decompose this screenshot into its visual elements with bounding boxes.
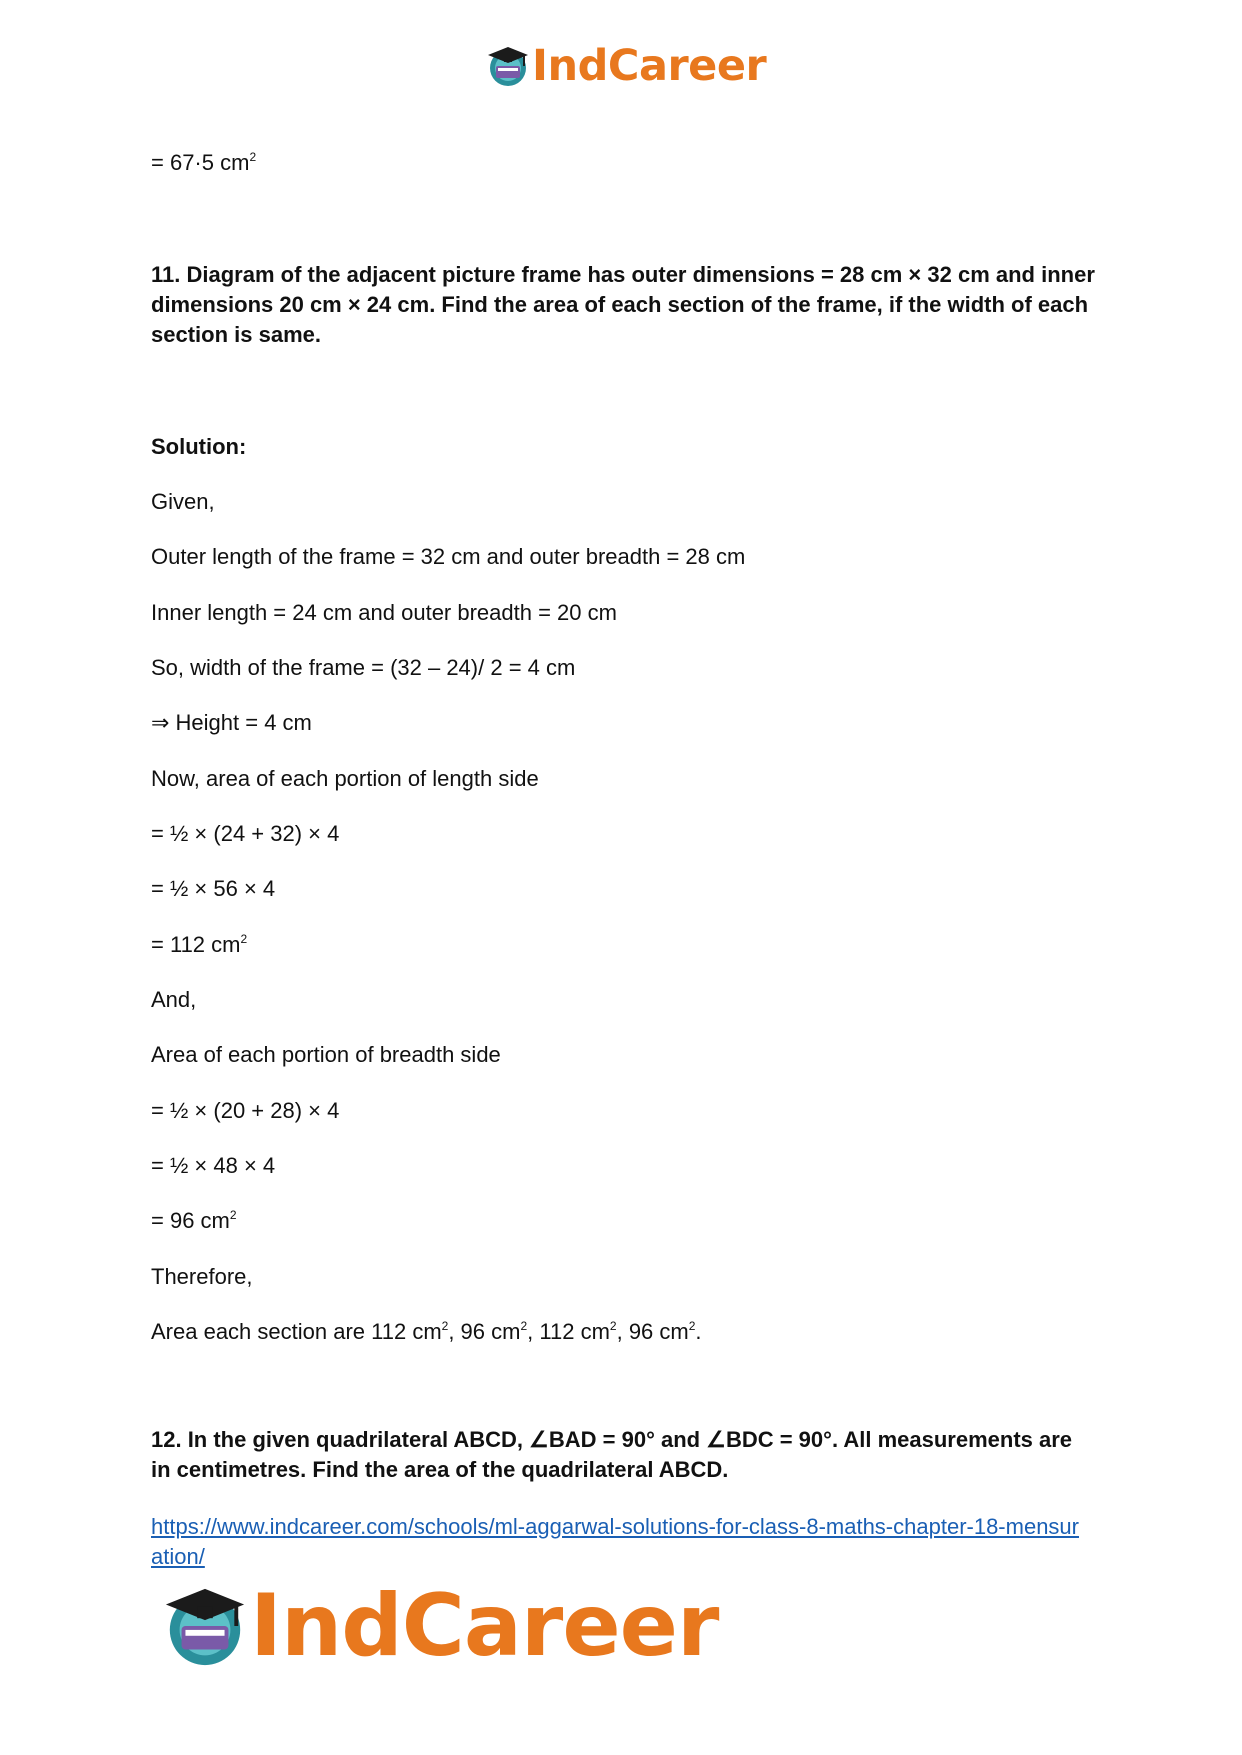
frame-width-line: So, width of the frame = (32 – 24)/ 2 = 4 cm — [151, 655, 576, 680]
outer-dimensions-line: Outer length of the frame = 32 cm and outer breadth = 28 cm — [151, 544, 746, 569]
length-side-line: Now, area of each portion of length side — [151, 766, 539, 791]
brand-name: IndCareer — [532, 40, 767, 91]
calc-line-1: = ½ × (24 + 32) × 4 — [151, 821, 340, 846]
graduation-globe-icon — [486, 44, 530, 88]
question-12: 12. In the given quadrilateral ABCD, ∠BAD = 90° and ∠BDC = 90°. All measurements are in centimetres. Find the area of the quadrilateral ABCD. — [151, 1427, 1073, 1482]
calc-line-2: = ½ × 56 × 4 — [151, 876, 276, 901]
brand-name: IndCareer — [250, 1576, 719, 1676]
therefore-line: Therefore, — [151, 1264, 253, 1289]
height-line: ⇒ Height = 4 cm — [151, 710, 312, 735]
header-logo — [486, 42, 766, 90]
and-line: And, — [151, 987, 197, 1012]
given-line: Given, — [151, 489, 215, 514]
previous-result-line: = 67·5 $cm^2$ — [151, 150, 257, 175]
question-11: 11. Diagram of the adjacent picture frame has outer dimensions = 28 cm × 32 cm and inner dimensions 20 cm × 24 cm. Find the area of each section of the frame, if the width of each section is same. — [151, 262, 1095, 347]
calc-line-6: = 96 $cm^2$ — [151, 1208, 237, 1233]
inner-dimensions-line: Inner length = 24 cm and outer breadth = 20 cm — [151, 600, 617, 625]
breadth-side-line: Area of each portion of breadth side — [151, 1042, 501, 1067]
source-url-link[interactable]: https://www.indcareer.com/schools/ml-aggarwal-solutions-for-class-8-maths-chapter-18-mensuration/ — [151, 1514, 1079, 1569]
solution-label: Solution: — [151, 434, 247, 459]
calc-line-3: = 112 $cm^2$ — [151, 932, 248, 957]
graduation-globe-icon — [162, 1583, 248, 1669]
calc-line-4: = ½ × (20 + 28) × 4 — [151, 1098, 340, 1123]
footer-logo — [162, 1578, 718, 1674]
calc-line-5: = ½ × 48 × 4 — [151, 1153, 276, 1178]
final-answer-line: Area each section are 112 $cm^2$, 96 $cm^2$, 112 $cm^2$, 96 $cm^2$. — [151, 1319, 702, 1344]
